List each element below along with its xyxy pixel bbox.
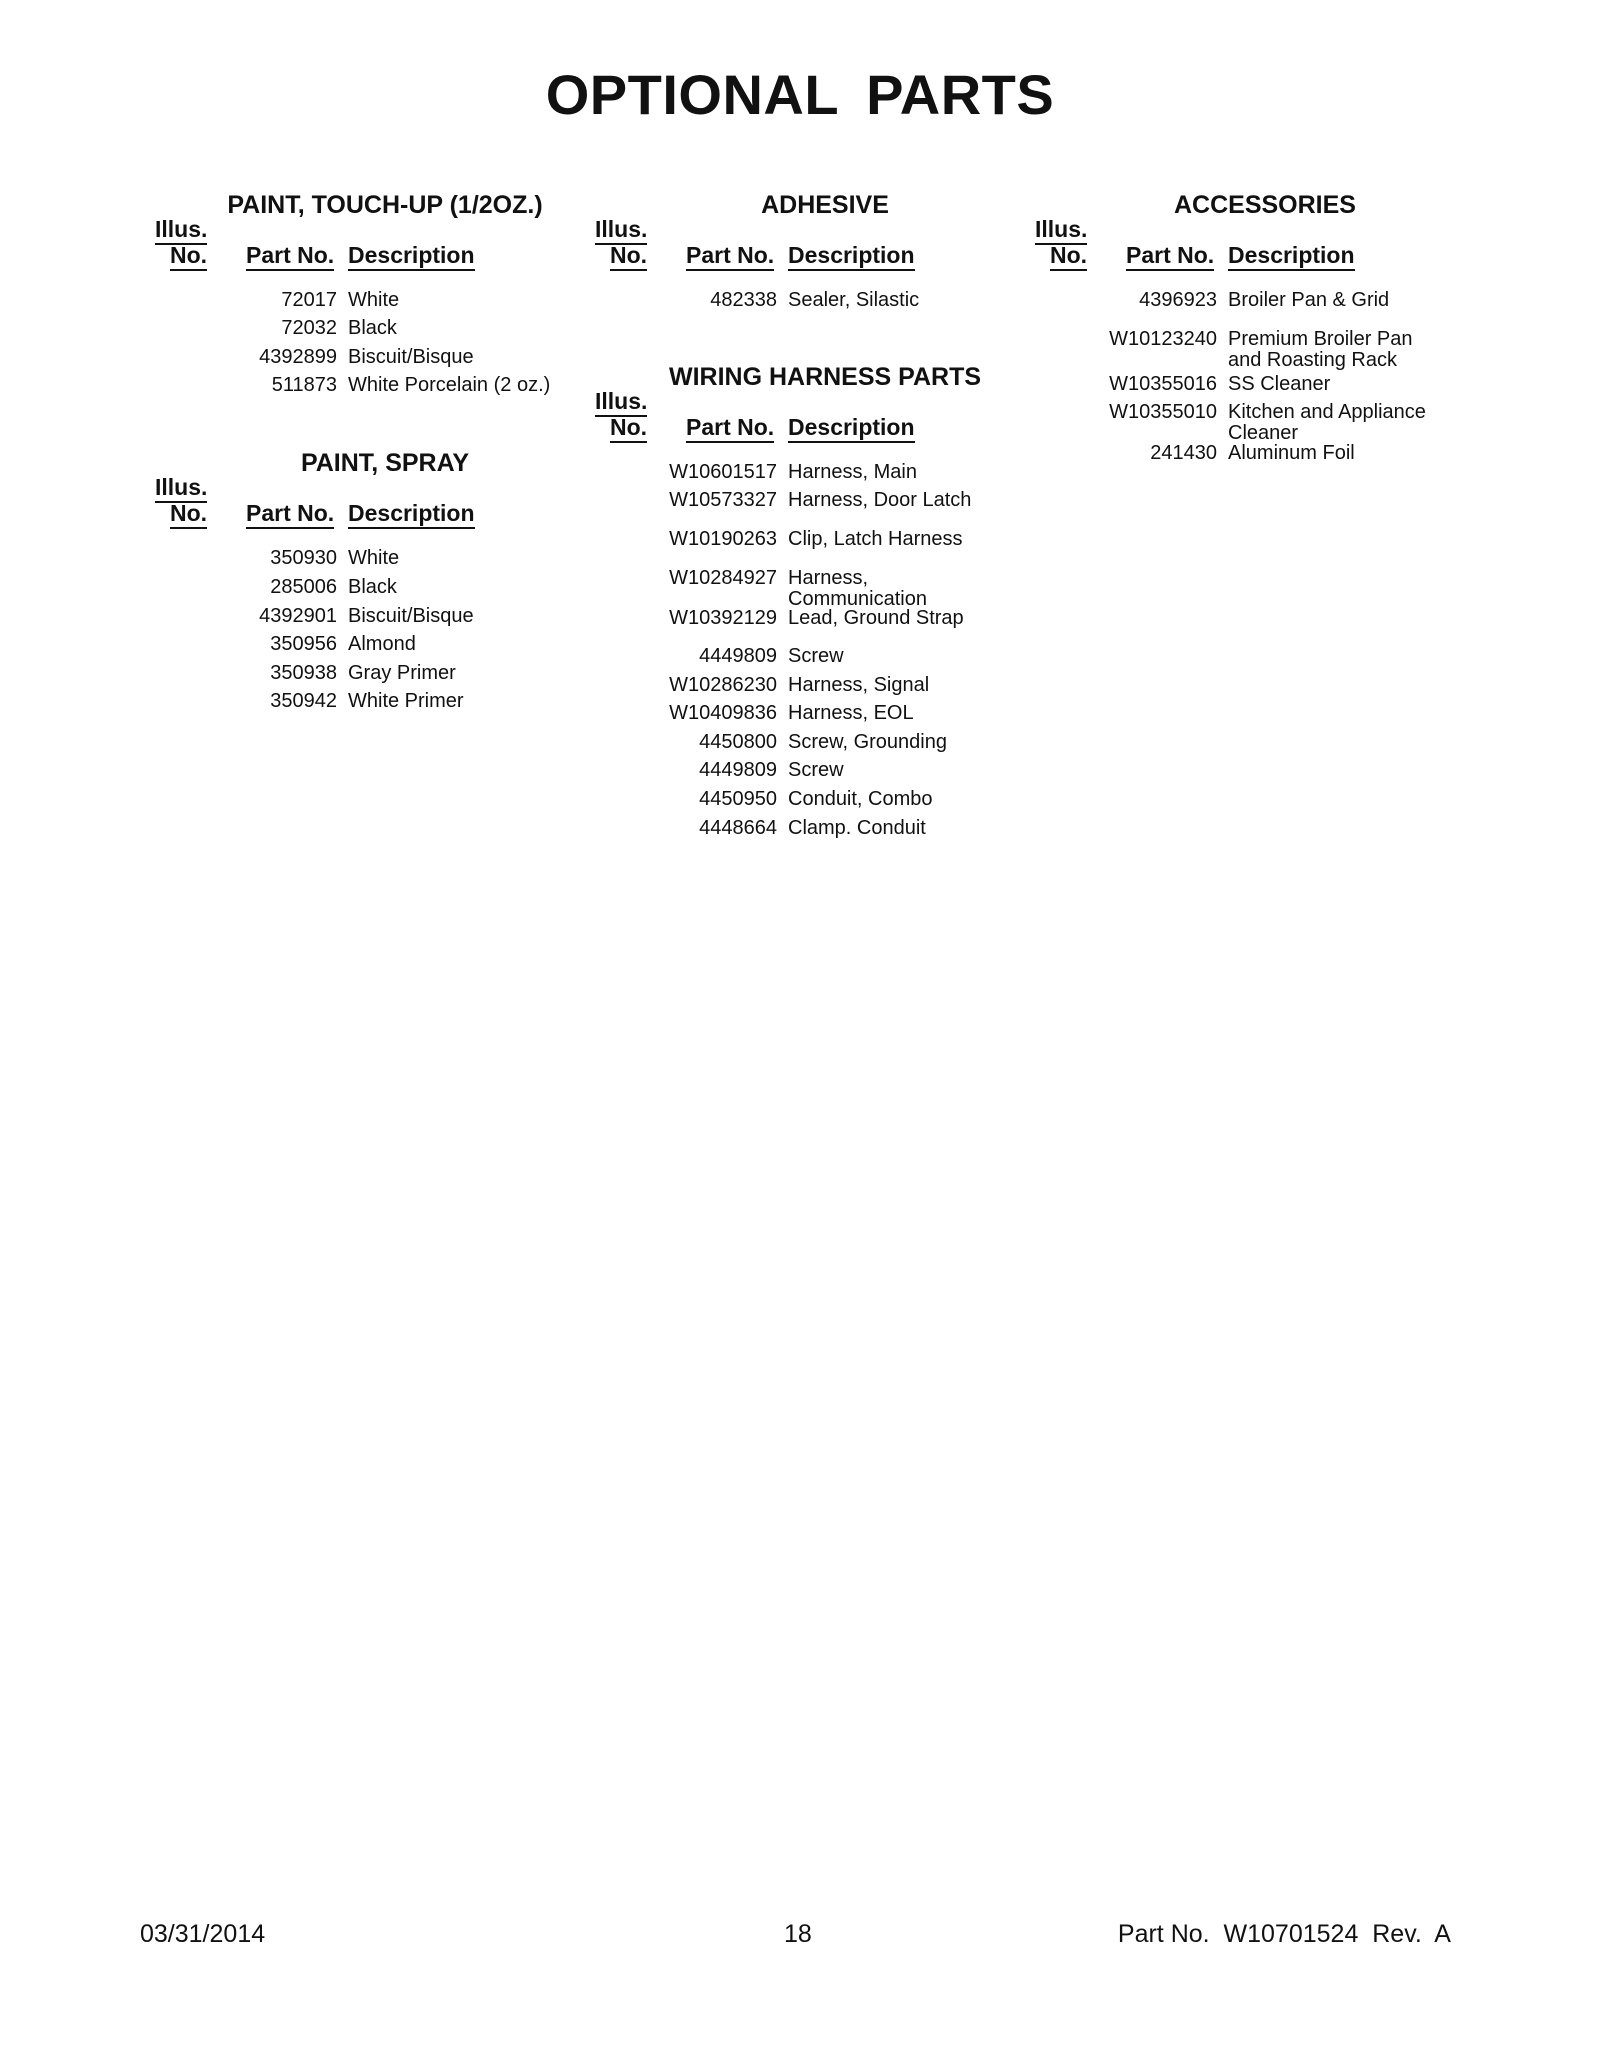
part-description: SS Cleaner [1228,373,1331,395]
illus-no-header: No. [610,242,647,268]
part-description: Kitchen and Appliance Cleaner [1228,401,1426,444]
part-description: Almond [348,633,416,655]
description-header: Description [788,414,915,440]
part-no-header: Part No. [686,414,774,440]
part-number: 350930 [270,547,337,569]
part-number: 4396923 [1139,289,1217,311]
part-number: W10392129 [669,607,777,629]
part-number: 350956 [270,633,337,655]
part-description: White [348,547,400,569]
part-description: Harness, Door Latch [788,489,972,511]
part-description: Aluminum Foil [1228,442,1355,464]
part-number: 4448664 [699,817,777,839]
part-number: 241430 [1150,442,1217,464]
part-number: 511873 [271,374,337,396]
part-number: W10601517 [669,461,777,483]
part-description: Broiler Pan & Grid [1228,289,1390,311]
section-title: ACCESSORIES [1174,191,1356,219]
part-no-value: W10701524 [1223,1920,1359,1948]
part-description: Gray Primer [348,662,456,684]
part-no-header: Part No. [246,500,334,526]
part-number: 4392901 [259,605,337,627]
part-number: 285006 [270,576,337,598]
part-description: Premium Broiler Pan and Roasting Rack [1228,328,1413,371]
part-description: Screw [788,645,844,667]
illus-no-header: No. [170,242,207,268]
part-description: Screw [788,759,844,781]
part-description: Harness, Communication [788,567,927,610]
part-description: Biscuit/Bisque [348,346,474,368]
part-no-header: Part No. [1126,242,1214,268]
illus-header: Illus. [1035,216,1087,242]
part-description: Clamp. Conduit [788,817,926,839]
part-number: W10355016 [1109,373,1217,395]
illus-header: Illus. [595,388,647,414]
part-description: White Porcelain (2 oz.) [348,374,551,396]
part-number: 72032 [281,317,337,339]
part-number: 4450800 [699,731,777,753]
part-description: Biscuit/Bisque [348,605,474,627]
part-description: Harness, EOL [788,702,914,724]
part-description: Conduit, Combo [788,788,933,810]
part-number: W10286230 [669,674,777,696]
illus-header: Illus. [595,216,647,242]
section-title: PAINT, SPRAY [300,449,470,477]
section-title: PAINT, TOUCH-UP (1/2OZ.) [227,191,543,219]
description-header: Description [788,242,915,268]
part-number: W10190263 [669,528,777,550]
part-number: 4449809 [699,759,777,781]
part-number: 72017 [281,289,337,311]
illus-no-header: No. [610,414,647,440]
illus-no-header: No. [1050,242,1087,268]
illus-header: Illus. [155,474,207,500]
part-number: W10409836 [669,702,777,724]
section-title: ADHESIVE [761,191,889,219]
part-number: 4449809 [699,645,777,667]
part-number: 4392899 [259,346,337,368]
part-number: 350942 [270,690,337,712]
part-number: 350938 [270,662,337,684]
part-description: White Primer [348,690,464,712]
footer-date: 03/31/2014 [140,1920,266,1948]
description-header: Description [348,500,475,526]
part-number: W10573327 [669,489,777,511]
section-title: WIRING HARNESS PARTS [668,363,982,391]
footer-document-part-no [1118,1920,1451,1949]
part-number: W10123240 [1109,328,1217,350]
part-no-label: Part No. [1117,1920,1210,1948]
description-header: Description [1228,242,1355,268]
part-number: W10355010 [1109,401,1217,423]
page-title: OPTIONAL PARTS [545,63,1055,126]
illus-header: Illus. [155,216,207,242]
part-description: Screw, Grounding [788,731,947,753]
footer-page-number: 18 [784,1920,812,1948]
part-no-header: Part No. [246,242,334,268]
part-description: Black [348,317,397,339]
part-number: W10284927 [669,567,777,589]
part-number: 482338 [710,289,777,311]
revision: Rev. A [1372,1920,1451,1948]
part-number: 4450950 [699,788,777,810]
description-header: Description [348,242,475,268]
part-no-header: Part No. [686,242,774,268]
part-description: Harness, Main [788,461,917,483]
part-description: White [348,289,400,311]
part-description: Clip, Latch Harness [788,528,963,550]
illus-no-header: No. [170,500,207,526]
part-description: Black [348,576,397,598]
part-description: Lead, Ground Strap [788,607,964,629]
part-description: Harness, Signal [788,674,930,696]
part-description: Sealer, Silastic [788,289,920,311]
